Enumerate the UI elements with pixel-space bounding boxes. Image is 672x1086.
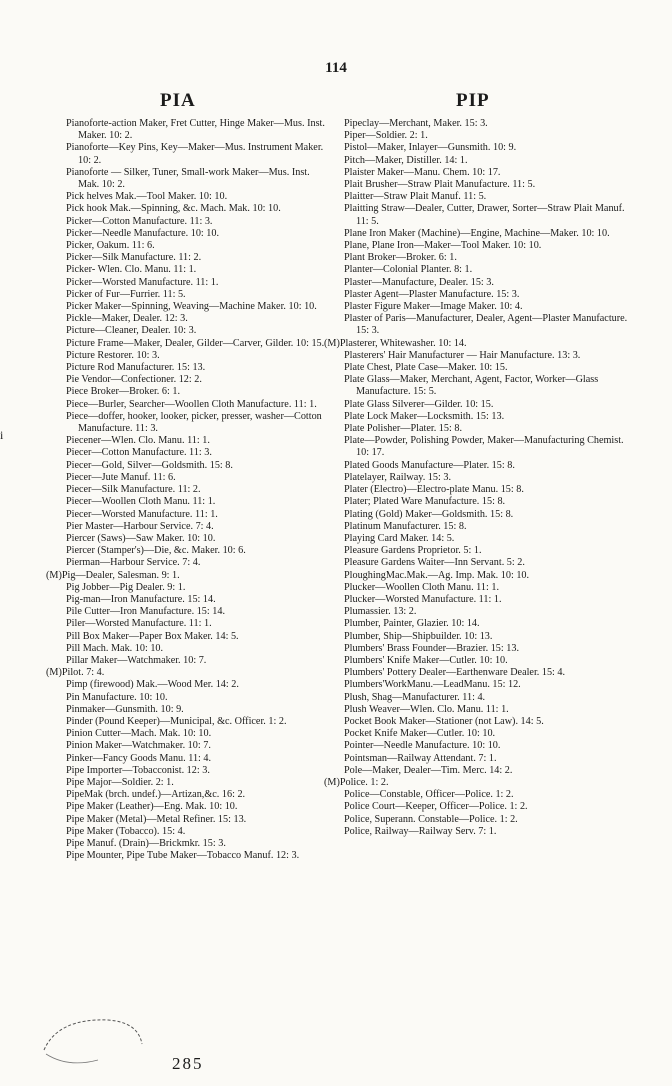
directory-entry: Pile Cutter—Iron Manufacture. 15: 14. xyxy=(66,606,226,618)
directory-entry: Picture Rod Manufacturer. 15: 13. xyxy=(66,362,206,374)
directory-entry: Piecener—Wlen. Clo. Manu. 11: 1. xyxy=(66,435,210,447)
directory-entry: Plaitting Straw—Dealer, Cutter, Drawer, Sorter—Straw Plait Manuf. 11: 5. xyxy=(344,203,625,227)
directory-entry: Pipe Maker (Tobacco). 15: 4. xyxy=(66,825,186,837)
directory-entry: Plumber, Painter, Glazier. 10: 14. xyxy=(344,618,480,630)
directory-entry: Plaster—Manufacture, Dealer. 15: 3. xyxy=(344,276,494,288)
directory-entry: Pocket Knife Maker—Cutler. 10: 10. xyxy=(344,728,496,740)
directory-entry: Piecer—Worsted Manufacture. 11: 1. xyxy=(66,508,218,520)
directory-entry: Pinion Maker—Watchmaker. 10: 7. xyxy=(66,740,211,752)
directory-entry: Pistol—Maker, Inlayer—Gunsmith. 10: 9. xyxy=(344,142,517,154)
directory-entry: Plate Glass Silverer—Gilder. 10: 15. xyxy=(344,398,494,410)
directory-entry: Pie Vendor—Confectioner. 12: 2. xyxy=(66,374,202,386)
directory-entry: Piecer—Silk Manufacture. 11: 2. xyxy=(66,484,201,496)
directory-entry: Plucker—Worsted Manufacture. 11: 1. xyxy=(344,593,502,605)
directory-entry: Piecer—Woollen Cloth Manu. 11: 1. xyxy=(66,496,216,508)
directory-entry: Pin Manufacture. 10: 10. xyxy=(66,691,168,703)
directory-entry: Police Court—Keeper, Officer—Police. 1: 2. xyxy=(344,801,528,813)
directory-entry: Pianoforte — Silker, Tuner, Small-work Maker—Mus. Inst. Mak. 10: 2. xyxy=(66,166,310,191)
directory-entry: Pleasure Gardens Proprietor. 5: 1. xyxy=(344,545,482,557)
directory-entry: Plane Iron Maker (Machine)—Engine, Machine—Maker. 10: 10. xyxy=(344,227,610,239)
left-column xyxy=(46,118,328,862)
directory-entry: Picker—Needle Manufacture. 10: 10. xyxy=(66,227,220,239)
directory-entry: Picture Frame—Maker, Dealer, Gilder—Carver, Gilder. 10: 15. xyxy=(66,337,325,349)
directory-entry: Pig Jobber—Pig Dealer. 9: 1. xyxy=(66,581,186,593)
directory-entry: Pipe Importer—Tobacconist. 12: 3. xyxy=(66,764,210,776)
directory-entry: (M)Pig—Dealer, Salesman. 9: 1. xyxy=(46,569,180,581)
directory-entry: Piercer (Stamper's)—Die, &c. Maker. 10: 6. xyxy=(66,545,246,557)
directory-entry: Pick helves Mak.—Tool Maker. 10: 10. xyxy=(66,191,228,203)
directory-entry: Pipe Mounter, Pipe Tube Maker—Tobacco Manuf. 12: 3. xyxy=(66,850,300,862)
directory-entry: Pipe Maker (Leather)—Eng. Mak. 10: 10. xyxy=(66,801,238,813)
directory-entry: Picture Restorer. 10: 3. xyxy=(66,349,160,361)
directory-entry: Platelayer, Railway. 15: 3. xyxy=(344,471,452,483)
directory-entry: Picture—Cleaner, Dealer. 10: 3. xyxy=(66,325,197,337)
directory-entry: Plumber, Ship—Shipbuilder. 10: 13. xyxy=(344,630,493,642)
directory-entry: PipeMak (brch. undef.)—Artizan,&c. 16: 2. xyxy=(66,789,246,801)
directory-entry: Pillar Maker—Watchmaker. 10: 7. xyxy=(66,654,207,666)
directory-entry: (M)Plasterer, Whitewasher. 10: 14. xyxy=(324,337,467,349)
directory-entry: Plaister Maker—Manu. Chem. 10: 17. xyxy=(344,166,501,178)
directory-entry: Pick hook Mak.—Spinning, &c. Mach. Mak. 10: 10. xyxy=(66,203,281,215)
directory-entry: Police, Railway—Railway Serv. 7: 1. xyxy=(344,825,497,837)
directory-entry: Plane, Plane Iron—Maker—Tool Maker. 10: 10. xyxy=(344,240,542,252)
directory-entry: Pimp (firewood) Mak.—Wood Mer. 14: 2. xyxy=(66,679,239,691)
directory-entry: Piecer—Cotton Manufacture. 11: 3. xyxy=(66,447,212,459)
directory-entry: Pipe Manuf. (Drain)—Brickmkr. 15: 3. xyxy=(66,837,226,849)
directory-entry: Pinker—Fancy Goods Manu. 11: 4. xyxy=(66,752,212,764)
directory-entry: Plaster Figure Maker—Image Maker. 10: 4. xyxy=(344,301,523,313)
directory-entry: Picker—Silk Manufacture. 11: 2. xyxy=(66,252,202,264)
directory-entry: Piece Broker—Broker. 6: 1. xyxy=(66,386,181,398)
directory-entry: Plate—Powder, Polishing Powder, Maker—Manufacturing Chemist. 10: 17. xyxy=(344,435,624,459)
directory-entry: Plate Glass—Maker, Merchant, Agent, Factor, Worker—Glass Manufacture. 15: 5. xyxy=(344,374,599,398)
directory-entry: Piercer (Saws)—Saw Maker. 10: 10. xyxy=(66,532,216,544)
directory-entry: (M)Police. 1: 2. xyxy=(324,776,389,788)
directory-entry: Piler—Worsted Manufacture. 11: 1. xyxy=(66,618,212,630)
directory-entry: Plate Chest, Plate Case—Maker. 10: 15. xyxy=(344,362,508,374)
directory-entry: Pleasure Gardens Waiter—Inn Servant. 5: 2. xyxy=(344,557,525,569)
directory-entry: Plating (Gold) Maker—Goldsmith. 15: 8. xyxy=(344,508,514,520)
directory-entry: Piecer—Jute Manuf. 11: 6. xyxy=(66,471,176,483)
directory-entry: Pierman—Harbour Service. 7: 4. xyxy=(66,557,201,569)
directory-entry: Piece—doffer, hooker, looker, picker, presser, washer—Cotton Manufacture. 11: 3. xyxy=(66,410,322,435)
directory-entry: Pier Master—Harbour Service. 7: 4. xyxy=(66,520,214,532)
directory-entry: Police—Constable, Officer—Police. 1: 2. xyxy=(344,789,514,801)
directory-entry: Picker Maker—Spinning, Weaving—Machine Maker. 10: 10. xyxy=(66,301,317,313)
directory-entry: Plucker—Woollen Cloth Manu. 11: 1. xyxy=(344,581,499,593)
left-column-heading: PIA xyxy=(160,90,196,111)
directory-entry: Picker—Worsted Manufacture. 11: 1. xyxy=(66,276,219,288)
directory-entry: Pinmaker—Gunsmith. 10: 9. xyxy=(66,703,184,715)
directory-entry: Pointer—Needle Manufacture. 10: 10. xyxy=(344,740,501,752)
directory-entry: (M)Pilot. 7: 4. xyxy=(46,667,105,679)
directory-entry: Plumbers' Pottery Dealer—Earthenware Dealer. 15: 4. xyxy=(344,667,566,679)
directory-entry: Picker, Oakum. 11: 6. xyxy=(66,240,155,252)
directory-entry: Pianoforte—Key Pins, Key—Maker—Mus. Instrument Maker. 10: 2. xyxy=(66,142,324,166)
directory-entry: Picker—Cotton Manufacture. 11: 3. xyxy=(66,215,213,227)
directory-entry: Piper—Soldier. 2: 1. xyxy=(344,130,428,142)
page-number: 114 xyxy=(325,60,347,76)
directory-entry: Plaster Agent—Plaster Manufacture. 15: 3. xyxy=(344,288,520,300)
directory-entry: Plumbers'WorkManu.—LeadManu. 15: 12. xyxy=(344,679,521,691)
directory-entry: Playing Card Maker. 14: 5. xyxy=(344,532,455,544)
directory-entry: Pianoforte-action Maker, Fret Cutter, Hinge Maker—Mus. Inst. Maker. 10: 2. xyxy=(66,118,325,142)
directory-entry: Pointsman—Railway Attendant. 7: 1. xyxy=(344,752,497,764)
directory-entry: Pipeclay—Merchant, Maker. 15: 3. xyxy=(344,118,488,129)
directory-entry: Plumbers' Knife Maker—Cutler. 10: 10. xyxy=(344,654,508,666)
directory-entry: Piece—Burler, Searcher—Woollen Cloth Manufacture. 11: 1. xyxy=(66,398,317,410)
directory-entry: Pinder (Pound Keeper)—Municipal, &c. Officer. 1: 2. xyxy=(66,715,287,727)
pencil-mark-icon xyxy=(38,1010,148,1070)
directory-entry: Plate Lock Maker—Locksmith. 15: 13. xyxy=(344,410,505,422)
directory-entry: Plush, Shag—Manufacturer. 11: 4. xyxy=(344,691,486,703)
directory-entry: Plate Polisher—Plater. 15: 8. xyxy=(344,423,462,435)
directory-entry: Plated Goods Manufacture—Plater. 15: 8. xyxy=(344,459,515,471)
directory-entry: Plumbers' Brass Founder—Brazier. 15: 13. xyxy=(344,642,520,654)
directory-entry: Plush Weaver—Wlen. Clo. Manu. 11: 1. xyxy=(344,703,509,715)
directory-entry: Pocket Book Maker—Stationer (not Law). 14: 5. xyxy=(344,715,544,727)
directory-entry: Police, Superann. Constable—Police. 1: 2. xyxy=(344,813,518,825)
directory-entry: Plant Broker—Broker. 6: 1. xyxy=(344,252,457,264)
margin-mark: i xyxy=(0,428,4,442)
directory-entry: Pipe Maker (Metal)—Metal Refiner. 15: 13. xyxy=(66,813,247,825)
directory-entry: Plaster of Paris—Manufacturer, Dealer, Agent—Plaster Manufacture. 15: 3. xyxy=(344,313,628,337)
directory-entry: PloughingMac.Mak.—Ag. Imp. Mak. 10: 10. xyxy=(344,569,530,581)
directory-entry: Pinion Cutter—Mach. Mak. 10: 10. xyxy=(66,728,212,740)
directory-entry: Pill Box Maker—Paper Box Maker. 14: 5. xyxy=(66,630,239,642)
directory-entry: Pig-man—Iron Manufacture. 15: 14. xyxy=(66,593,216,605)
directory-entry: Planter—Colonial Planter. 8: 1. xyxy=(344,264,473,276)
directory-entry: Pickle—Maker, Dealer. 12: 3. xyxy=(66,313,188,325)
right-column xyxy=(324,118,628,838)
directory-entry: Plasterers' Hair Manufacturer — Hair Manufacture. 13: 3. xyxy=(344,349,581,361)
directory-entry: Pole—Maker, Dealer—Tim. Merc. 14: 2. xyxy=(344,764,513,776)
directory-entry: Picker- Wlen. Clo. Manu. 11: 1. xyxy=(66,264,197,276)
directory-entry: Plater; Plated Ware Manufacture. 15: 8. xyxy=(344,496,506,508)
directory-entry: Piecer—Gold, Silver—Goldsmith. 15: 8. xyxy=(66,459,233,471)
right-column-heading: PIP xyxy=(456,90,490,111)
directory-entry: Picker of Fur—Furrier. 11: 5. xyxy=(66,288,186,300)
directory-entry: Pipe Major—Soldier. 2: 1. xyxy=(66,776,174,788)
directory-entry: Platinum Manufacturer. 15: 8. xyxy=(344,520,467,532)
directory-entry: Plater (Electro)—Electro-plate Manu. 15: 8. xyxy=(344,484,524,496)
directory-entry: Plait Brusher—Straw Plait Manufacture. 11: 5. xyxy=(344,179,536,191)
folio-number: 285 xyxy=(172,1054,204,1073)
directory-entry: Pill Mach. Mak. 10: 10. xyxy=(66,642,164,654)
directory-entry: Pitch—Maker, Distiller. 14: 1. xyxy=(344,154,468,166)
directory-entry: Plaitter—Straw Plait Manuf. 11: 5. xyxy=(344,191,487,203)
directory-entry: Plumassier. 13: 2. xyxy=(344,606,417,618)
